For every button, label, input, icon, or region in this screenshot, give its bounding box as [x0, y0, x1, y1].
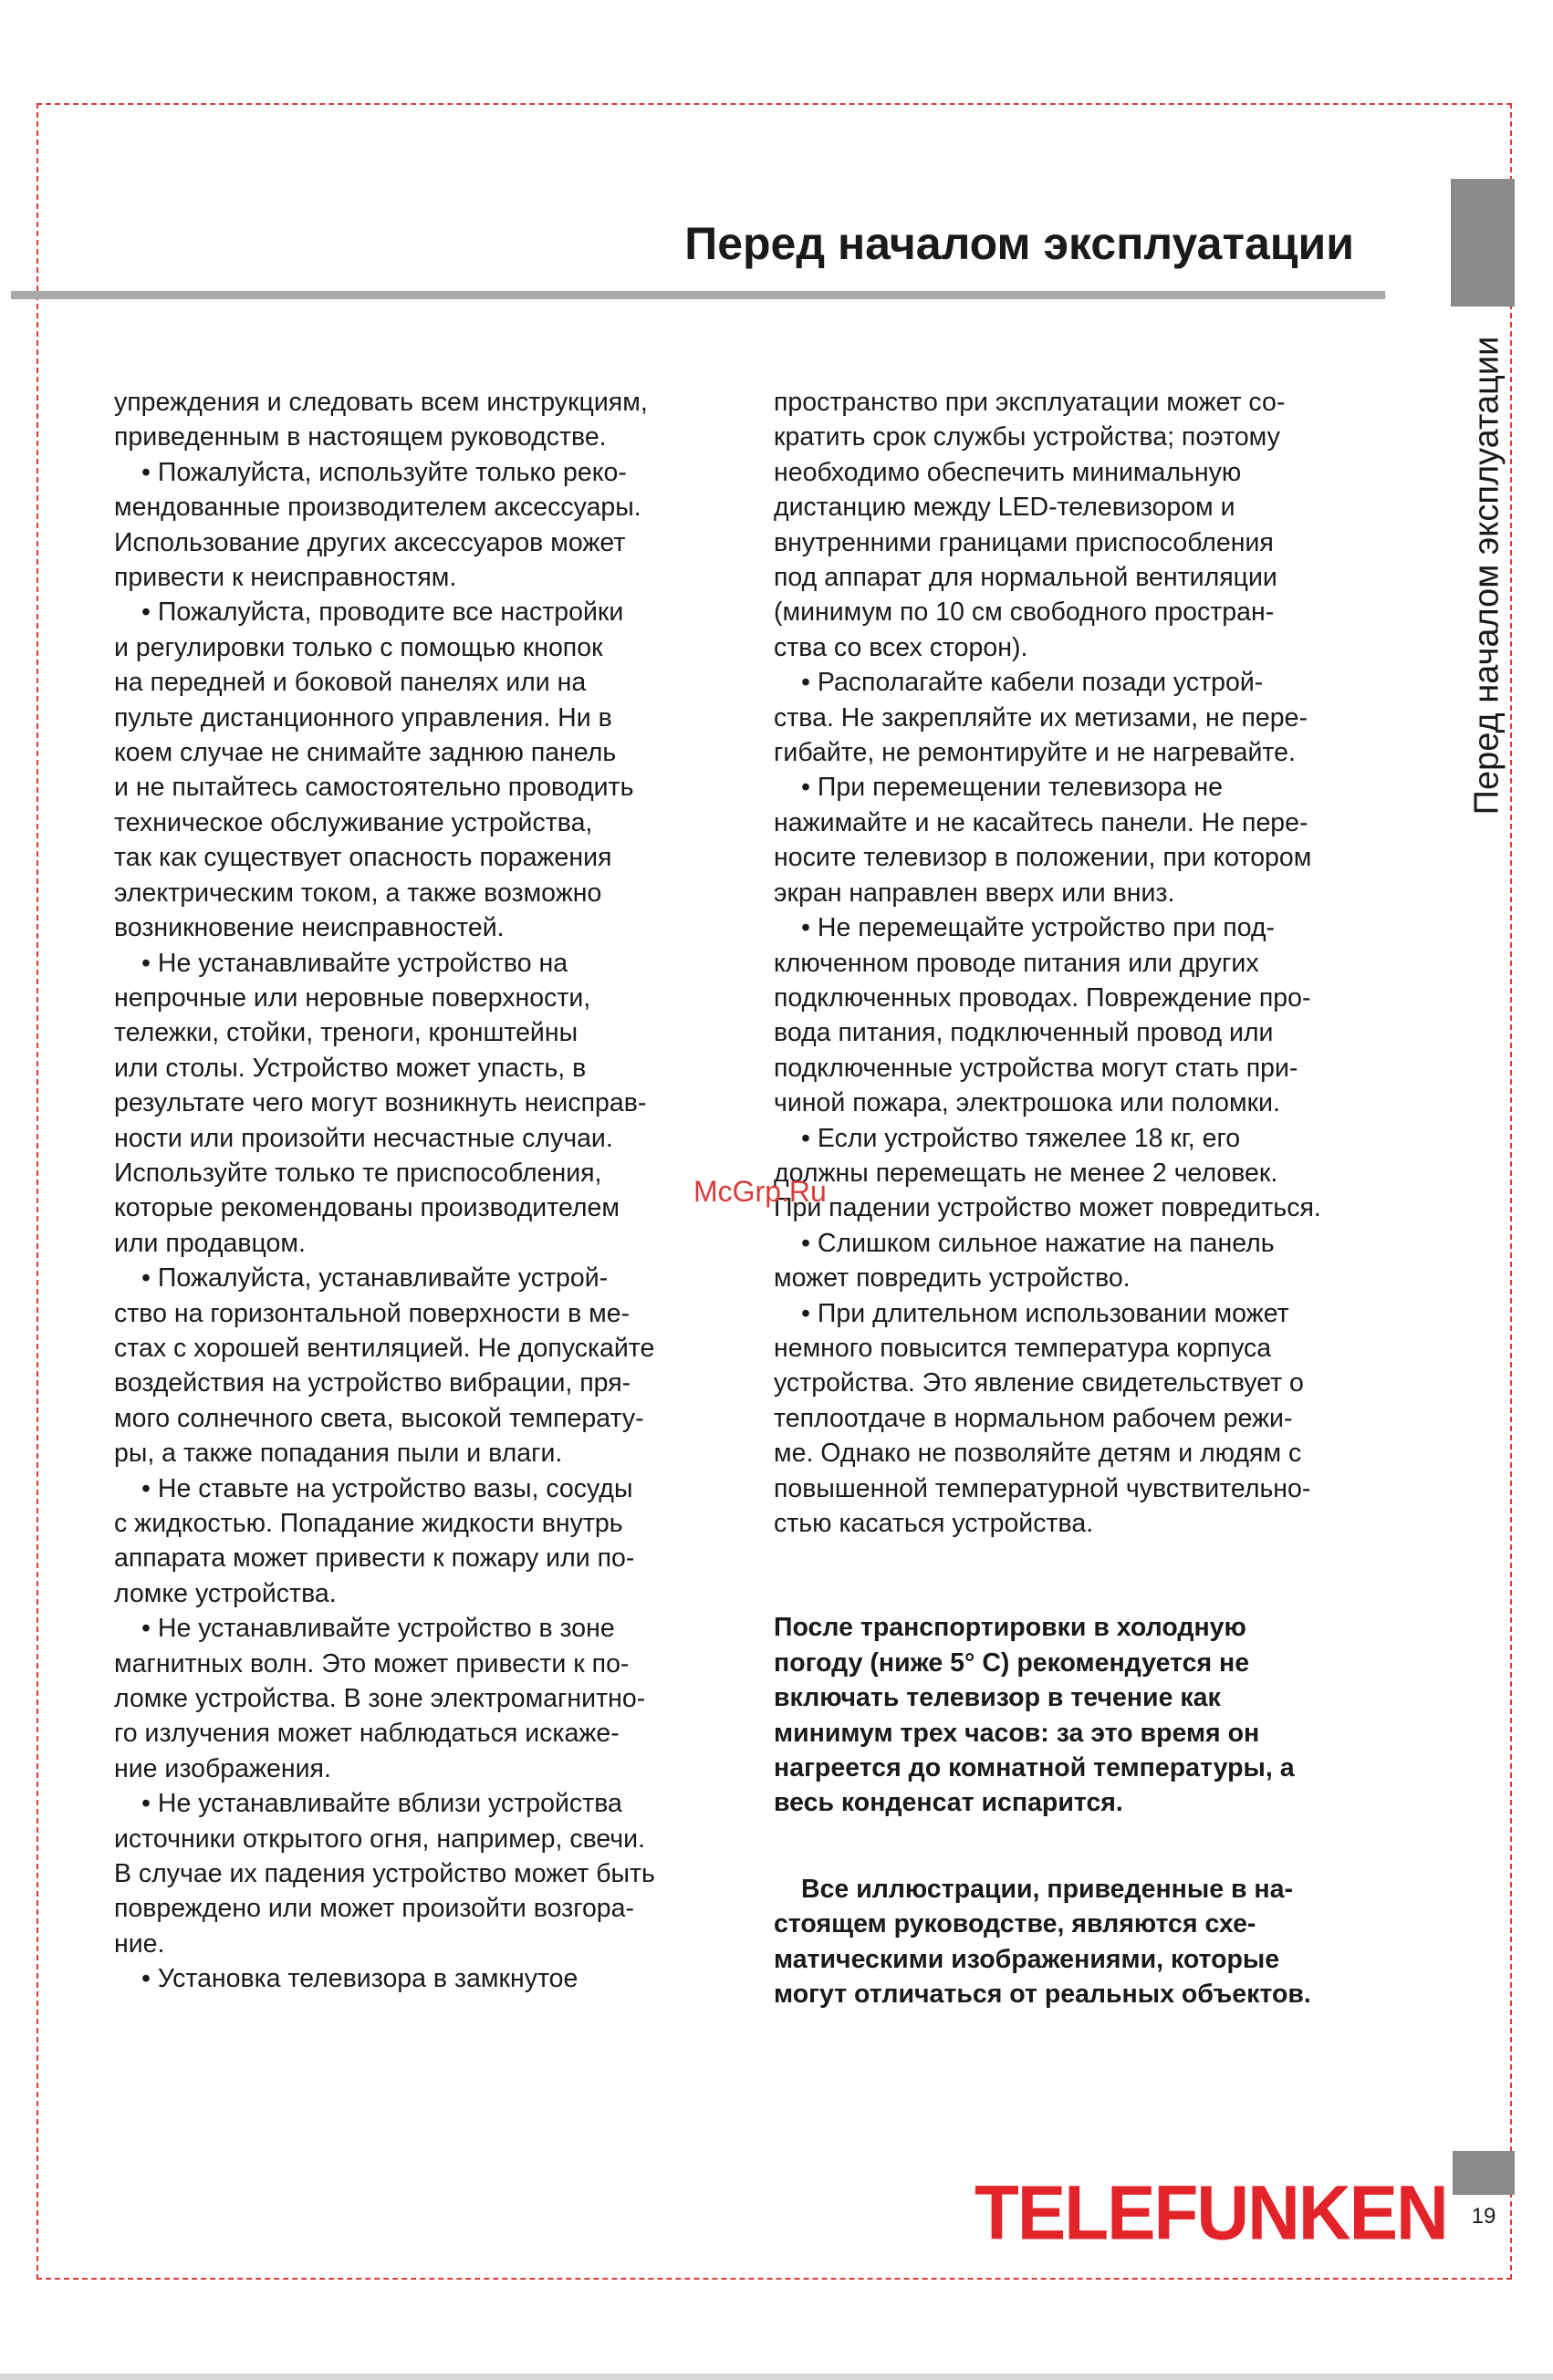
text-line: стоящем руководстве, являются схе- [774, 1909, 1256, 1939]
section-tab-marker [1451, 179, 1515, 307]
text-line: и не пытайтесь самостоятельно проводить [114, 773, 634, 803]
text-line: источники открытого огня, например, свечи. [114, 1824, 645, 1854]
text-line: нажимайте и не касайтесь панели. Не пере- [774, 807, 1308, 837]
text-line: коем случае не снимайте заднюю панель [114, 738, 617, 768]
text-line: которые рекомендованы производителем [114, 1193, 620, 1223]
text-line: • Располагайте кабели позади устрой- [801, 668, 1264, 698]
text-line: подключенных проводах. Повреждение про- [774, 982, 1311, 1013]
brand-logo: TELEFUNKEN [975, 2170, 1447, 2256]
text-line: Использование других аксессуаров может [114, 527, 626, 557]
text-line: • Установка телевизора в замкнутое [141, 1964, 578, 1994]
text-line: го излучения может наблюдаться искаже- [114, 1719, 620, 1749]
text-line: немного повысится температура корпуса [774, 1333, 1272, 1363]
text-line: подключенные устройства могут стать при- [774, 1053, 1298, 1083]
text-line: • При длительном использовании может [801, 1298, 1289, 1328]
text-line: могут отличаться от реальных объектов. [774, 1980, 1311, 2010]
text-line: упреждения и следовать всем инструкциям, [114, 388, 648, 417]
text-line: ние. [114, 1928, 165, 1959]
text-line: минимум трех часов: за это время он [774, 1718, 1260, 1748]
text-line: чиной пожара, электрошока или поломки. [774, 1088, 1280, 1118]
text-line: возникновение неисправностей. [114, 913, 505, 943]
right-paragraphs [774, 385, 1394, 1541]
text-line: ности или произойти несчастные случаи. [114, 1123, 613, 1153]
text-line: • Не устанавливайте устройство на [141, 948, 568, 978]
text-line: вода питания, подключенный провод или [774, 1018, 1274, 1048]
side-section-title: Перед началом эксплуатации [1467, 336, 1506, 816]
text-line: • Не устанавливайте устройство в зоне [141, 1614, 615, 1644]
text-line: результате чего могут возникнуть неисправ- [114, 1088, 647, 1118]
spacer [774, 1821, 1394, 1872]
right-text-column [774, 385, 1394, 2011]
text-line: весь конденсат испарится. [774, 1788, 1123, 1818]
text-line: ства. Не закрепляйте их метизами, не пере- [774, 702, 1308, 733]
page-bottom-edge [0, 2374, 1553, 2380]
text-line: кратить срок службы устройства; поэтому [774, 422, 1280, 452]
text-line: Все иллюстрации, приведенные в на- [801, 1874, 1293, 1904]
text-line: (минимум по 10 см свободного простран- [774, 598, 1275, 628]
text-line: • Если устройство тяжелее 18 кг, его [801, 1123, 1241, 1153]
text-line: ние изображения. [114, 1753, 331, 1783]
text-line: или продавцом. [114, 1228, 306, 1258]
text-line: может повредить устройство. [774, 1263, 1131, 1294]
text-line: экран направлен вверх или вниз. [774, 878, 1175, 908]
text-line: магнитных волн. Это может привести к по- [114, 1648, 630, 1678]
cold-transport-notice [774, 1610, 1394, 1820]
text-line: воздействия на устройство вибрации, пря- [114, 1368, 631, 1398]
text-line: пульте дистанционного управления. Ни в [114, 702, 612, 733]
text-line: привести к неисправностям. [114, 563, 457, 593]
text-line: • Пожалуйста, устанавливайте устрой- [141, 1263, 609, 1294]
text-line: включать телевизор в течение как [774, 1683, 1221, 1713]
text-line: ры, а также попадания пыли и влаги. [114, 1439, 563, 1469]
text-line: стах с хорошей вентиляцией. Не допускайте [114, 1333, 655, 1363]
watermark-text: McGrp.Ru [693, 1175, 827, 1208]
text-line: • Не устанавливайте вблизи устройства [141, 1789, 622, 1819]
text-line: так как существует опасность поражения [114, 843, 612, 873]
text-line: аппарата может привести к пожару или по- [114, 1543, 635, 1574]
text-line: носите телевизор в положении, при котором [774, 843, 1312, 873]
text-line: матическими изображениями, которые [774, 1944, 1280, 1974]
text-line: ломке устройства. [114, 1578, 337, 1608]
title-underline [11, 291, 1385, 299]
text-line: тележки, стойки, треноги, кронштейны [114, 1018, 578, 1048]
text-line: дистанцию между LED-телевизором и [774, 493, 1235, 523]
text-line: техническое обслуживание устройства, [114, 807, 593, 837]
text-line: стью касаться устройства. [774, 1509, 1094, 1538]
text-line: погоду (ниже 5° С) рекомендуется не [774, 1647, 1250, 1678]
text-line: • Не перемещайте устройство при под- [801, 913, 1276, 943]
left-text-column [114, 385, 735, 1997]
page-number-tab [1453, 2151, 1515, 2195]
text-line: и регулировки только с помощью кнопок [114, 632, 603, 662]
text-line: на передней и боковой панелях или на [114, 668, 587, 698]
text-line: электрическим током, а также возможно [114, 878, 602, 908]
spacer [774, 1541, 1394, 1610]
text-line: мендованные производителем аксессуары. [114, 493, 641, 523]
illustrations-notice [774, 1872, 1394, 2012]
text-line: ства со всех сторон). [774, 632, 1028, 662]
text-line: внутренними границами приспособления [774, 527, 1274, 557]
text-line: гибайте, не ремонтируйте и не нагревайте. [774, 738, 1296, 768]
text-line: повышенной температурной чувствительно- [774, 1473, 1311, 1503]
text-line: В случае их падения устройство может быть [114, 1859, 655, 1889]
text-line: устройства. Это явление свидетельствует о [774, 1368, 1304, 1398]
text-line: Используйте только те приспособления, [114, 1158, 602, 1188]
text-line: При падении устройство может повредиться. [774, 1193, 1321, 1223]
text-line: ство на горизонтальной поверхности в ме- [114, 1298, 631, 1328]
text-line: мого солнечного света, высокой температу- [114, 1403, 644, 1433]
page-title: Перед началом эксплуатации [684, 218, 1354, 269]
text-line: ме. Однако не позволяйте детям и людям с [774, 1439, 1302, 1469]
text-line: должны перемещать не менее 2 человек. [774, 1158, 1278, 1188]
text-line: • Слишком сильное нажатие на панель [801, 1228, 1275, 1258]
text-line: После транспортировки в холодную [774, 1613, 1246, 1643]
text-line: • Пожалуйста, используйте только реко- [141, 457, 627, 487]
text-line: теплоотдаче в нормальном рабочем режи- [774, 1403, 1293, 1433]
text-line: пространство при эксплуатации может со- [774, 388, 1286, 417]
text-line: приведенным в настоящем руководстве. [114, 422, 607, 452]
text-line: под аппарат для нормальной вентиляции [774, 563, 1277, 593]
text-line: • Пожалуйста, проводите все настройки [141, 598, 624, 628]
text-line: непрочные или неровные поверхности, [114, 982, 591, 1013]
text-line: • При перемещении телевизора не [801, 773, 1223, 803]
text-line: с жидкостью. Попадание жидкости внутрь [114, 1509, 623, 1538]
text-line: ломке устройства. В зоне электромагнитно- [114, 1684, 646, 1714]
text-line: или столы. Устройство может упасть, в [114, 1053, 587, 1083]
text-line: • Не ставьте на устройство вазы, сосуды [141, 1473, 633, 1503]
page-number: 19 [1471, 2204, 1496, 2229]
text-line: повреждено или может произойти возгора- [114, 1894, 634, 1924]
text-line: необходимо обеспечить минимальную [774, 457, 1242, 487]
text-line: ключенном проводе питания или других [774, 948, 1259, 978]
text-line: нагреется до комнатной температуры, а [774, 1753, 1295, 1783]
